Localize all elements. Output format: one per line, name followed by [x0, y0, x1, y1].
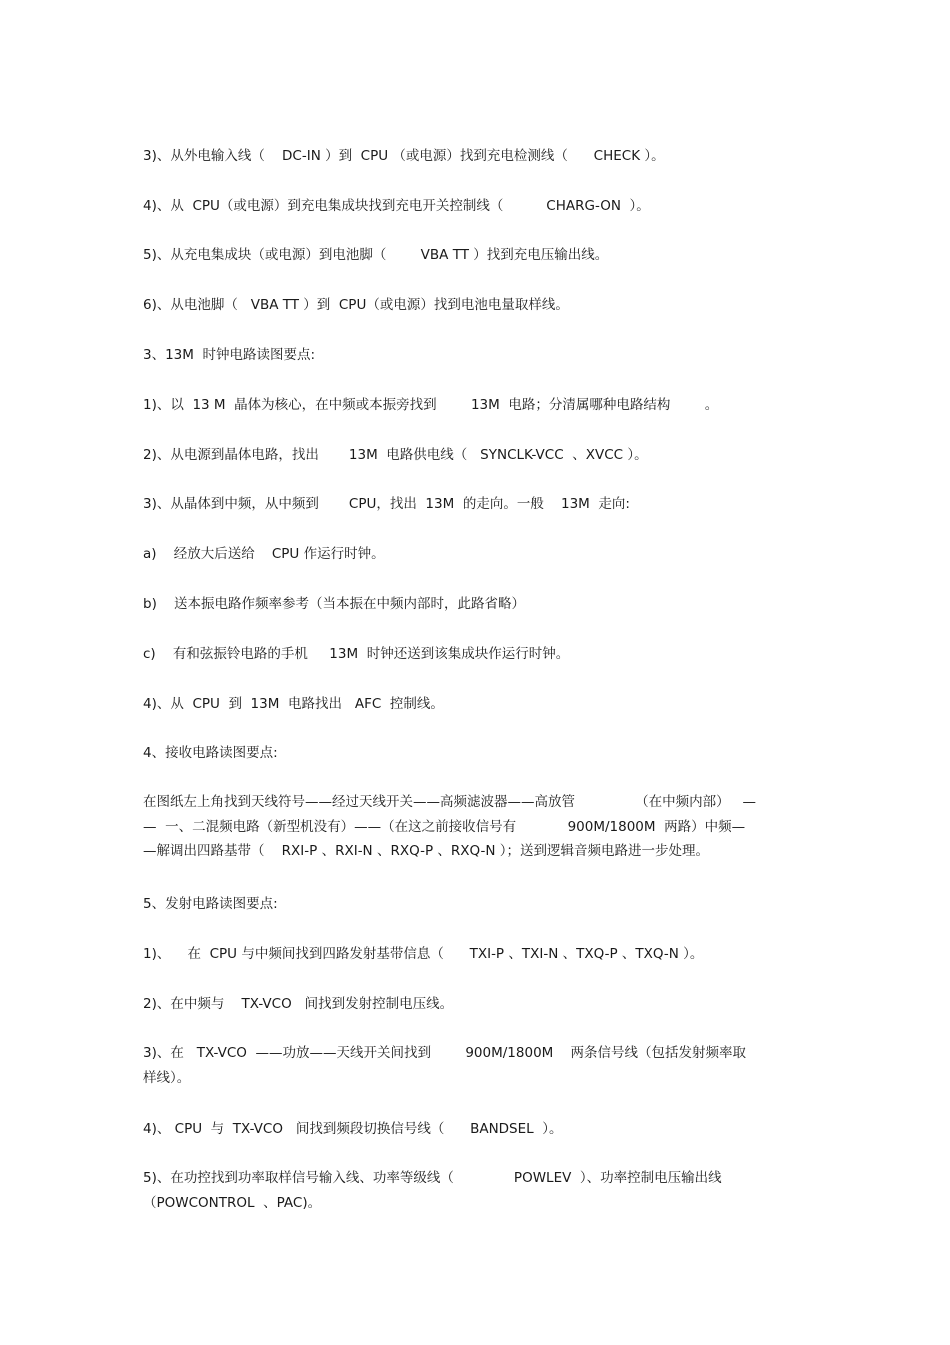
paragraph-line: — 一、二混频电路（新型机没有）——（在这之前接收信号有 900M/1800M 两路）中频— — [143, 818, 746, 835]
text-line: 3)、从晶体到中频，从中频到 CPU，找出 13M 的走向。一般 13M 走向: — [143, 496, 630, 512]
tx-paragraph-5 — [143, 1166, 808, 1215]
paragraph-line: 样线）。 — [143, 1069, 191, 1086]
section-heading: 3、13M 时钟电路读图要点: — [143, 347, 316, 363]
paragraph-line: 5)、在功控找到功率取样信号输入线、功率等级线（ POWLEV ）、功率控制电压输出线 — [143, 1170, 722, 1186]
text-line: 5)、从充电集成块（或电源）到电池脚（ VBA TT ）找到充电压输出线。 — [143, 247, 609, 263]
text-line: 1)、 在 CPU 与中频间找到四路发射基带信息（ TXI-P 、TXI-N 、TXQ-P 、TXQ-N ）。 — [143, 946, 704, 962]
tx-paragraph-3 — [143, 1041, 808, 1090]
text-line: c) 有和弦振铃电路的手机 13M 时钟还送到该集成块作运行时钟。 — [143, 646, 570, 662]
paragraph-line: 在图纸左上角找到天线符号——经过天线开关——高频滤波器——高放管 （在中频内部） — — [143, 794, 756, 810]
text-line: 4)、从 CPU（或电源）到充电集成块找到充电开关控制线（ CHARG-ON ）。 — [143, 198, 650, 214]
text-line: a) 经放大后送给 CPU 作运行时钟。 — [143, 546, 385, 562]
text-line: b) 送本振电路作频率参考（当本振在中频内部时，此路省略） — [143, 596, 526, 612]
text-line: 2)、从电源到晶体电路，找出 13M 电路供电线（ SYNCLK-VCC 、XVCC ）。 — [143, 447, 648, 463]
section-heading: 4、接收电路读图要点: — [143, 745, 278, 761]
text-line: 1)、以 13 M 晶体为核心，在中频或本振旁找到 13M 电路；分清属哪种电路结构 。 — [143, 397, 719, 413]
section-heading: 5、发射电路读图要点: — [143, 896, 278, 912]
text-line: 4)、从 CPU 到 13M 电路找出 AFC 控制线。 — [143, 696, 444, 712]
text-line: 2)、在中频与 TX-VCO 间找到发射控制电压线。 — [143, 996, 454, 1012]
paragraph-line: —解调出四路基带（ RXI-P 、RXI-N 、RXQ-P 、RXQ-N ）；送到逻辑音频电路进一步处理。 — [143, 843, 710, 859]
receive-paragraph — [143, 790, 808, 864]
text-line: 3)、从外电输入线（ DC-IN ）到 CPU （或电源）找到充电检测线（ CHECK ）。 — [143, 148, 665, 164]
paragraph-line: （POWCONTROL 、PAC)。 — [143, 1194, 322, 1211]
text-line: 4)、 CPU 与 TX-VCO 间找到频段切换信号线（ BANDSEL ）。 — [143, 1121, 563, 1137]
text-line: 6)、从电池脚（ VBA TT ）到 CPU（或电源）找到电池电量取样线。 — [143, 297, 569, 313]
paragraph-line: 3)、在 TX-VCO ——功放——天线开关间找到 900M/1800M 两条信号线（包括发射频率取 — [143, 1045, 746, 1061]
